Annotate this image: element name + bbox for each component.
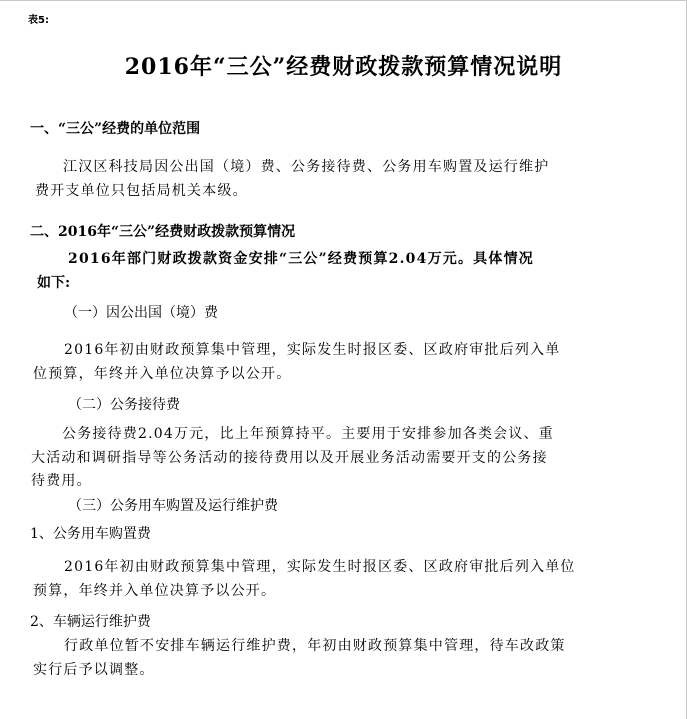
paragraph-line: 位预算，年终并入单位决算予以公开。 xyxy=(33,366,292,382)
paragraph-line: 江汉区科技局因公出国（境）费、公务接待费、公务用车购置及运行维护 xyxy=(63,159,550,175)
paragraph-line: 待费用。 xyxy=(31,473,92,489)
table-tag: 表5: xyxy=(28,15,49,26)
subsection-heading: （一）因公出国（境）费 xyxy=(64,305,218,321)
item-heading: 1、公务用车购置费 xyxy=(30,526,151,542)
paragraph-line: 预算，年终并入单位决算予以公开。 xyxy=(33,583,277,599)
paragraph-line: 2016年初由财政预算集中管理，实际发生时报区委、区政府审批后列入单 xyxy=(64,342,561,358)
paragraph-line: 2016年部门财政拨款资金安排“三公”经费预算2.04万元。具体情况 xyxy=(68,251,534,267)
paragraph-line: 实行后予以调整。 xyxy=(33,662,155,678)
item-heading: 2、车辆运行维护费 xyxy=(30,614,151,630)
paragraph-line: 行政单位暂不安排车辆运行维护费，年初由财政预算集中管理，待车改政策 xyxy=(64,638,566,654)
paragraph-line: 费开支单位只包括局机关本级。 xyxy=(35,183,248,199)
page-top-border xyxy=(0,0,687,1)
subsection-heading: （二）公务接待费 xyxy=(68,397,180,413)
document-title: 2016年“三公”经费财政拨款预算情况说明 xyxy=(124,54,563,80)
subsection-heading: （三）公务用车购置及运行维护费 xyxy=(68,498,278,514)
paragraph-line: 大活动和调研指导等公务活动的接待费用以及开展业务活动需要开支的公务接 xyxy=(31,450,548,466)
paragraph-line: 如下: xyxy=(37,275,71,291)
paragraph-line: 公务接待费2.04万元，比上年预算持平。主要用于安排参加各类会议、重 xyxy=(62,426,554,442)
section-1-heading: 一、“三公”经费的单位范围 xyxy=(30,121,201,137)
paragraph-line: 2016年初由财政预算集中管理，实际发生时报区委、区政府审批后列入单位 xyxy=(64,559,576,575)
section-2-heading: 二、2016年“三公”经费财政拨款预算情况 xyxy=(30,224,296,240)
